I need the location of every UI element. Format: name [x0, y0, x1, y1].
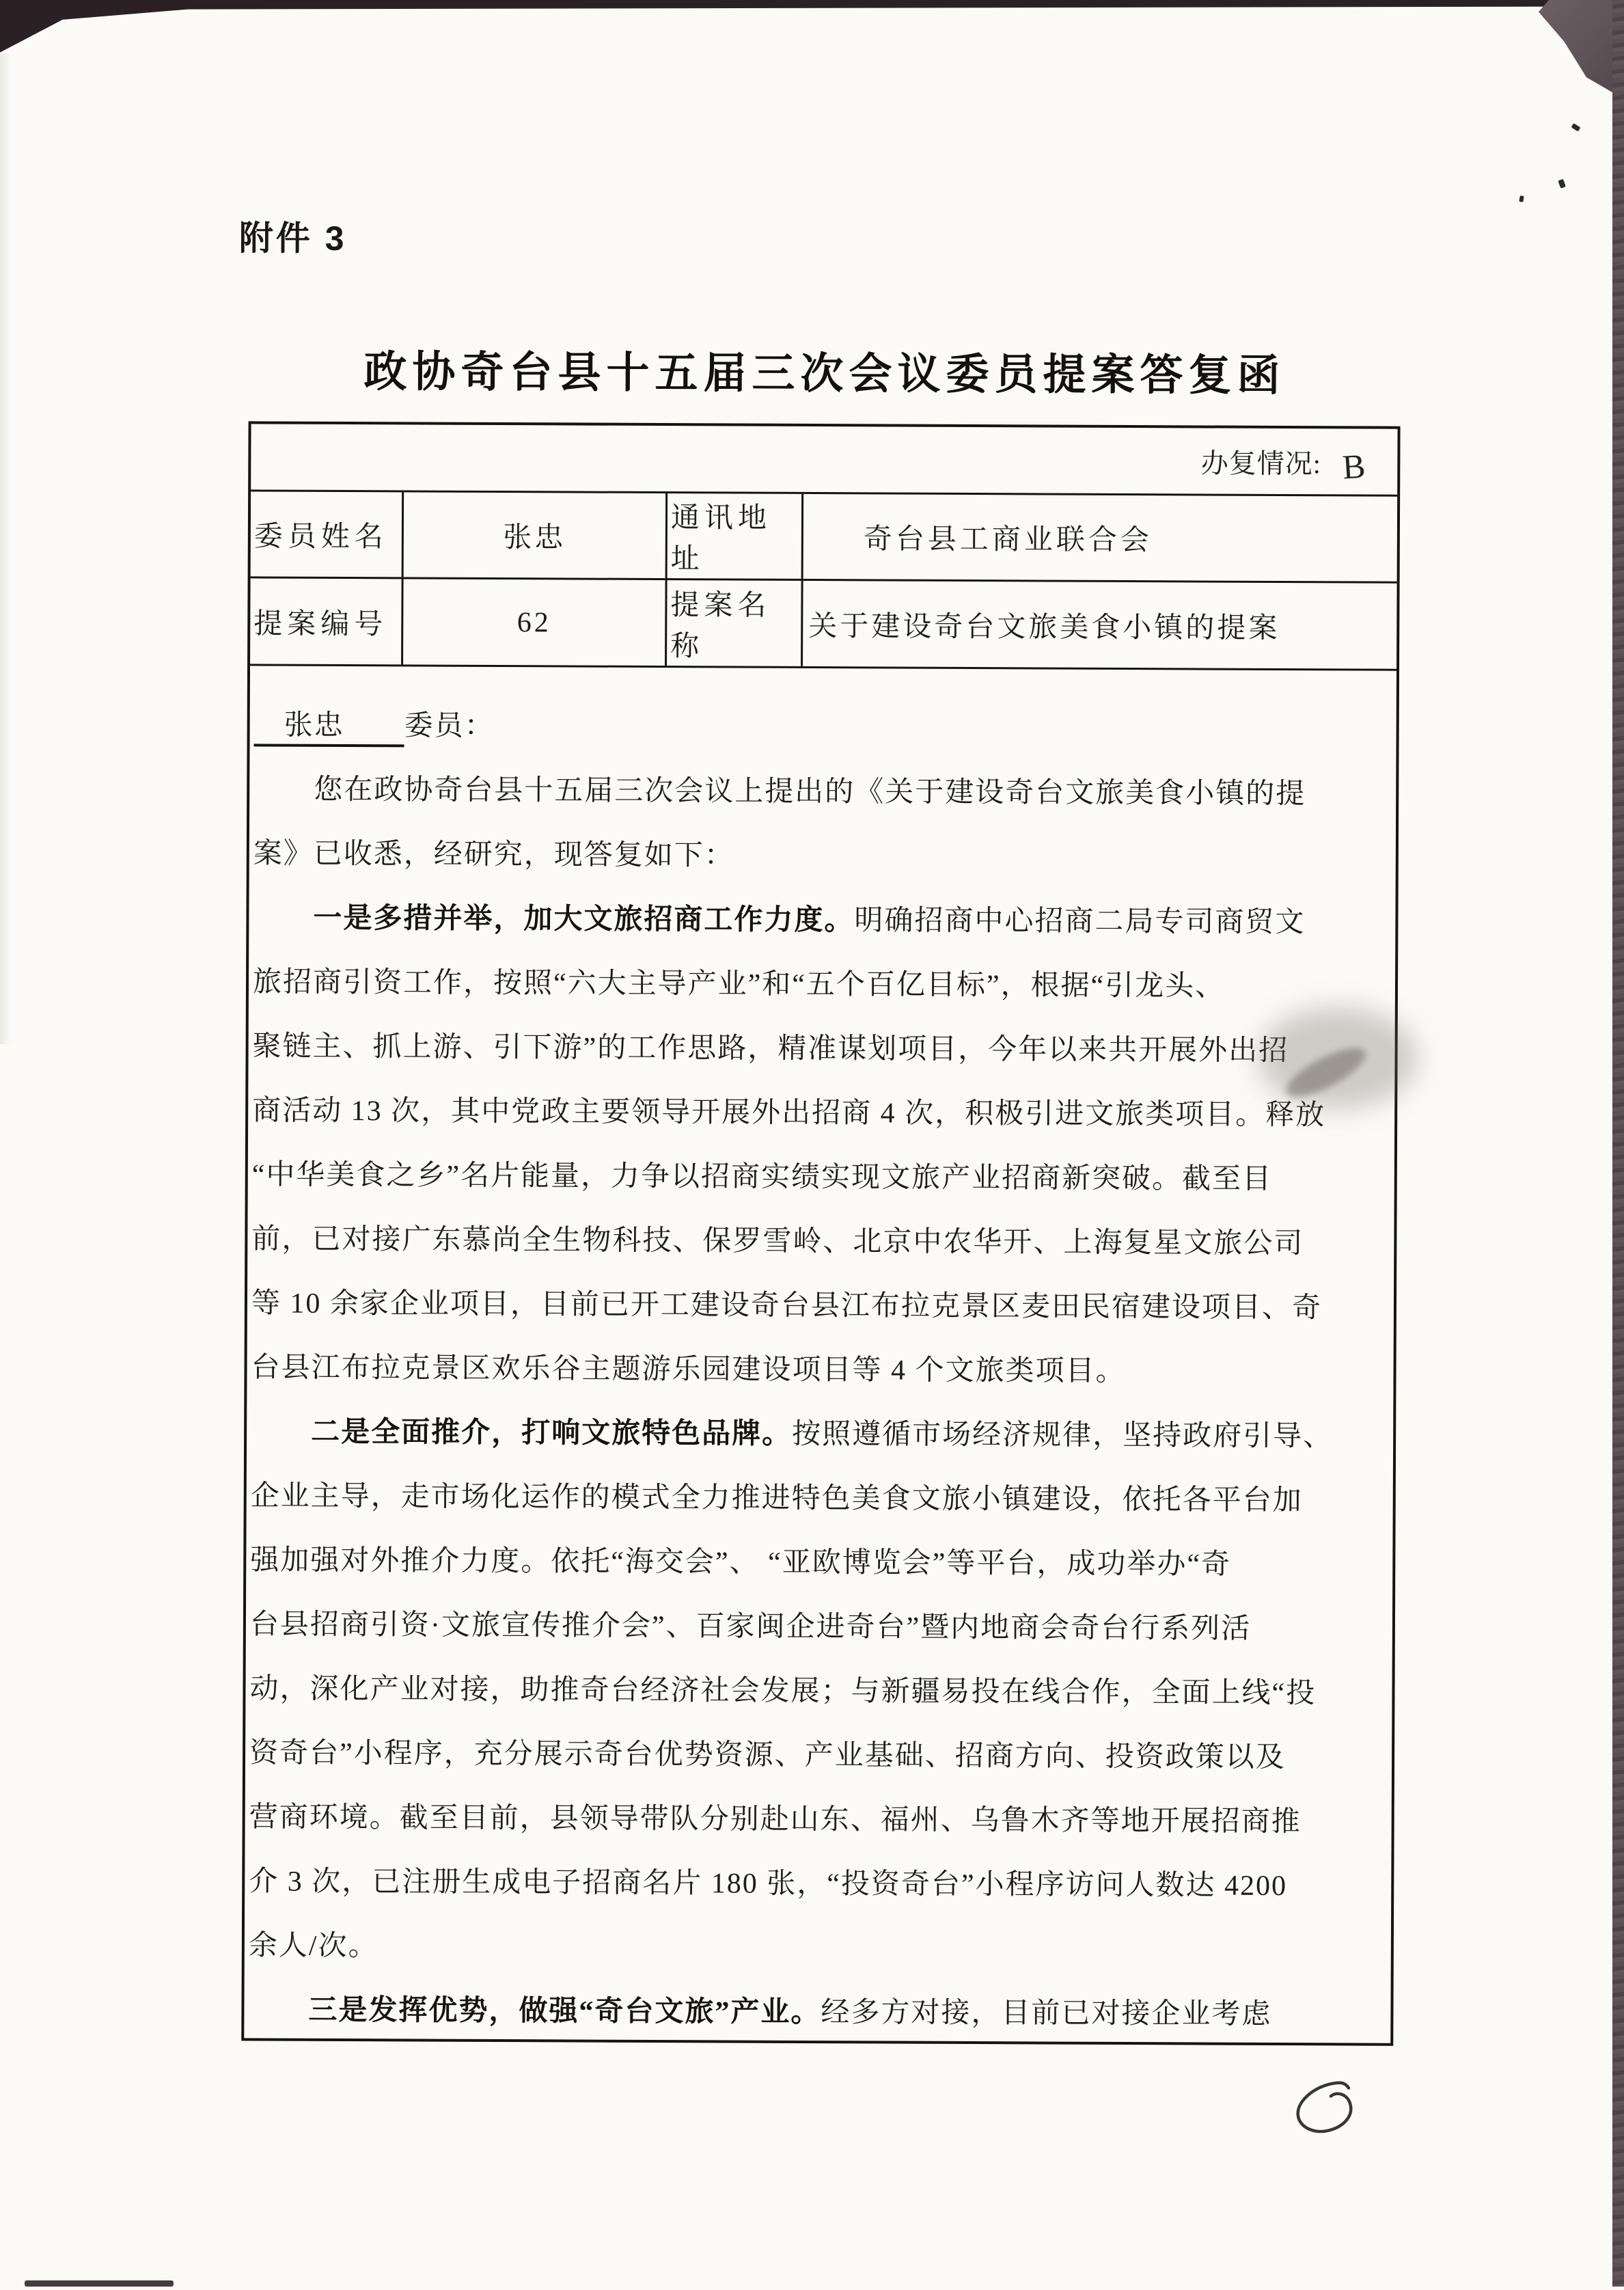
letter-line: 营商环境。截至目前，县领导带队分别赴山东、福州、乌鲁木齐等地开展招商推: [249, 1801, 1302, 1838]
letter-line: 三是发挥优势，做强“奇台文旅”产业。经多方对接，目前已对接企业考虑: [308, 1994, 1272, 2030]
letter-line: 余人/次。: [248, 1930, 379, 1963]
letter-body: [244, 666, 1396, 2041]
document-title: 政协奇台县十五届三次会议委员提案答复函: [363, 348, 1286, 400]
proposal-number-label: 提案编号: [250, 578, 404, 664]
letter-line: 案》已收悉，经研究，现答复如下：: [253, 838, 734, 872]
member-info-row: [251, 491, 1398, 583]
proposal-title-value: 关于建设奇台文旅美食小镇的提案: [808, 610, 1280, 644]
letter-line: 聚链主、抓上游、引下游”的工作思路，精准谋划项目，今年以来共开展外出招: [252, 1031, 1289, 1067]
address-label: 通讯地址: [668, 493, 804, 579]
ink-speck: [1519, 195, 1524, 202]
scanner-edge-bottom-left: [25, 2280, 174, 2287]
letter-line: 强加强对外推介力度。依托“海交会”、 “亚欧博览会”等平台，成功举办“奇: [250, 1544, 1232, 1581]
proposal-number-value: 62: [403, 579, 668, 666]
letter-line: 张忠 委员：: [253, 693, 1392, 762]
proposal-info-row: [250, 578, 1397, 670]
member-name-label: 委员姓名: [251, 491, 404, 577]
letter-line: 二是全面推介，打响文旅特色品牌。按照遵循市场经济规律，坚持政府引导、: [311, 1416, 1334, 1453]
proposal-reply-table: [241, 421, 1400, 2045]
scanner-edge-right: [1612, 0, 1624, 2287]
letter-line: 台县招商引资·文旅宣传推介会”、百家闽企进奇台”暨内地商会奇台行系列活: [249, 1609, 1252, 1645]
letter-line: 介 3 次，已注册生成电子招商名片 180 张，“投资奇台”小程序访问人数达 4200: [249, 1866, 1288, 1903]
letter-line: 资奇台”小程序，充分展示奇台优势资源、产业基础、招商方向、投资政策以及: [249, 1737, 1286, 1774]
letter-line: 台县江布拉克景区欢乐谷主题游乐园建设项目等 4 个文旅类项目。: [251, 1352, 1126, 1388]
paper-left-edge-shadow: [0, 53, 11, 1044]
letter-line: 旅招商引资工作，按照“六大主导产业”和“五个百亿目标”，根据“引龙头、: [252, 966, 1226, 1003]
member-name-value: 张忠: [404, 492, 668, 578]
letter-line: 前，已对接广东慕尚全生物科技、保罗雪岭、北京中农华开、上海复星文旅公司: [251, 1223, 1304, 1260]
ink-speck: [1558, 179, 1566, 189]
letter-line: 动，深化产业对接，助推奇台经济社会发展；与新疆易投在线合作，全面上线“投: [249, 1673, 1317, 1710]
letter-line: 等 10 余家企业项目，目前已开工建设奇台县江布拉克景区麦田民宿建设项目、奇: [251, 1287, 1323, 1324]
reply-status-label: 办复情况:: [1200, 447, 1322, 479]
pen-scribble-mark: [1293, 2080, 1361, 2140]
ink-speck: [1571, 123, 1581, 131]
letter-line: 一是多措并举，加大文旅招商工作力度。明确招商中心招商二局专司商贸文: [313, 902, 1306, 939]
letter-line: 商活动 13 次，其中党政主要领导开展外出招商 4 次，积极引进文旅类项目。释放: [252, 1095, 1326, 1132]
proposal-title-label: 提案名称: [667, 580, 803, 666]
letter-line: 企业主导，走市场化运作的模式全力推进特色美食文旅小镇建设，依托各平台加: [250, 1480, 1303, 1517]
reply-status-value-handwritten: B: [1340, 446, 1366, 487]
pen-scribble-icon: [1293, 2080, 1361, 2137]
letter-line: “中华美食之乡”名片能量，力争以招商实绩实现文旅产业招商新突破。截至目: [251, 1159, 1273, 1195]
address-value: 奇台县工商业联合会: [863, 523, 1153, 557]
attachment-label: 附件 3: [238, 219, 347, 258]
letter-line: 您在政协奇台县十五届三次会议上提出的《关于建设奇台文旅美食小镇的提: [253, 774, 1306, 810]
reply-status-row: [251, 424, 1397, 496]
